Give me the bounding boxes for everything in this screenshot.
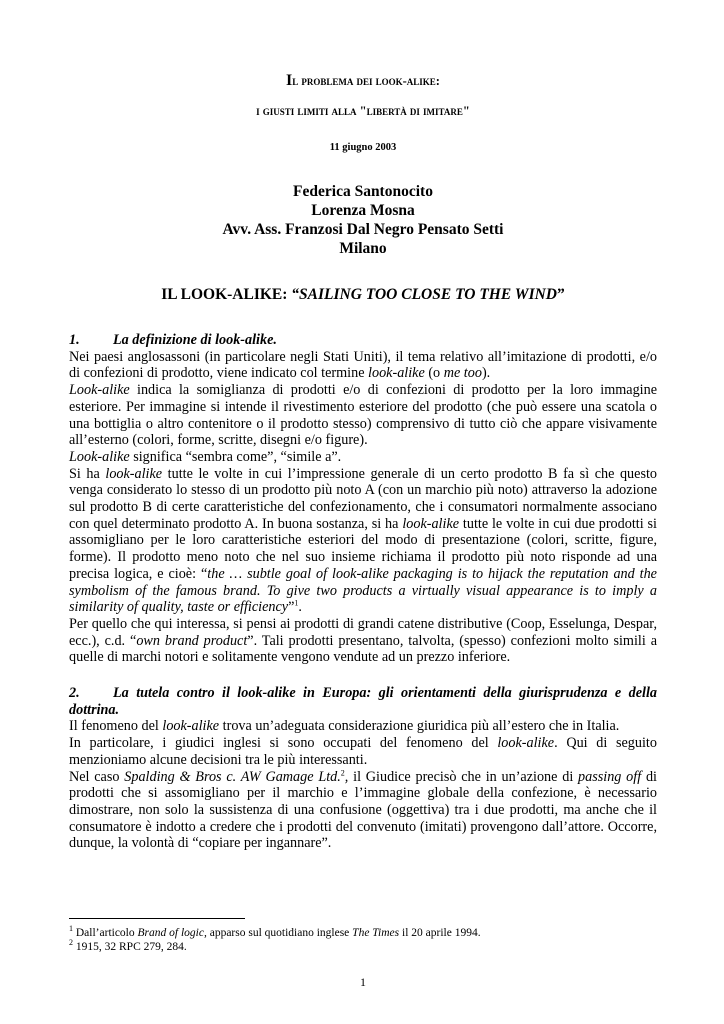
footnote-2: $^2$ 1915, 32 RPC 279, 284. <box>69 938 187 953</box>
paragraph: Look-alike significa “sembra come”, “simile a”. <box>69 448 342 465</box>
author-name: Lorenza Mosna <box>311 202 415 219</box>
footnote-1: $^1$ Dall’articolo Brand of logic, apparso sul quotidiano inglese The Times il 20 aprile 1994. <box>69 924 481 939</box>
page-number: 1 <box>360 975 366 989</box>
paragraph: Nel caso Spalding & Bros c. AW Gamage Ltd.$^2$, il Giudice precisò che in un’azione di passing off di prodotti che si assomigliano per il marchio e l’immagine globale della confezione, è necessario dimostrare, non solo la sussistenza di una confusione (oggettiva) tra i due prodotti, ma anche che il consumatore è indotto a credere che i prodotti del convenuto (imitati) provengono dall’attore. Occorre, dunque, la volontà di “copiare per ingannare”. <box>69 767 657 852</box>
author-name: Federica Santonocito <box>293 183 433 200</box>
paragraph: Si ha look-alike tutte le volte in cui l’impressione generale di un certo prodotto B fa sì che questo venga considerato lo stesso di un prodotto più noto A (con un marchio più noto) attraverso la adozione sul prodotto B di certe caratteristiche del confezionamento, che i consumatori normalmente associano con quel determinato prodotto A. In buona sostanza, si ha look-alike tutte le volte in cui due prodotti si assomigliano per le loro caratteristiche esteriori del modo di presentazione (colori, scritte, figure, forme). Il prodotto meno noto che nel suo insieme richiama il prodotto più noto risponde ad una precisa logica, e cioè: “the … subtle goal of look-alike packaging is to hijack the reputation and the symbolism of the famous brand. To give two products a virtually visual appearance is to imply a similarity of quality, taste or efficiency”$^1$. <box>69 465 657 616</box>
paragraph: Il fenomeno del look-alike trova un’adeguata considerazione giuridica più all’estero che in Italia. <box>69 718 620 735</box>
paragraph: Look-alike indica la somiglianza di prodotti e/o di confezioni di prodotto per la loro immagine esteriore. Per immagine si intende il rivestimento esteriore del prodotto (che può essere una scatola o una bottiglia o altro contenitore o il prodotto stesso) comprensivo di tutto ciò che appare visivamente all’esterno (colori, forme, scritte, disegni e/o figure). <box>69 382 657 449</box>
author-affiliation: Avv. Ass. Franzosi Dal Negro Pensato Setti <box>222 221 504 238</box>
document-title-line1: Il problema dei look-alike: <box>286 72 440 89</box>
author-city: Milano <box>339 240 387 257</box>
footnote-divider <box>69 918 245 919</box>
authors-block <box>69 182 657 258</box>
section-heading: 2. La tutela contro il look-alike in Europa: gli orientamenti della giurisprudenza e della dottrina. <box>69 685 657 718</box>
footnote-ref: 2 <box>340 767 345 777</box>
section-heading: 1. La definizione di look-alike. <box>69 332 277 348</box>
section-1 <box>69 332 657 666</box>
document-title-line2: i giusti limiti alla "libertà di imitare" <box>256 104 470 118</box>
document-date: 11 giugno 2003 <box>329 142 397 153</box>
paragraph: Nei paesi anglosassoni (in particolare negli Stati Uniti), il tema relativo all’imitazione di prodotti, e/o di confezioni di prodotto, viene indicato col termine look-alike (o me too). <box>69 348 657 382</box>
section-2 <box>69 685 657 852</box>
paragraph: In particolare, i giudici inglesi si sono occupati del fenomeno del look-alike. Qui di seguito menzioniamo alcune decisioni tra le più interessanti. <box>69 735 657 768</box>
main-title: IL LOOK-ALIKE: “SAILING TOO CLOSE TO THE WIND” <box>161 286 565 303</box>
paragraph: Per quello che qui interessa, si pensi ai prodotti di grandi catene distributive (Coop, Esselunga, Despar, ecc.), c.d. “own brand product”. Tali prodotti presentano, talvolta, (spesso) confezioni molto simili a quelle di marchi notori e solitamente vengono vendute ad un prezzo inferiore. <box>69 615 657 666</box>
footnote-ref: 1 <box>294 598 299 608</box>
